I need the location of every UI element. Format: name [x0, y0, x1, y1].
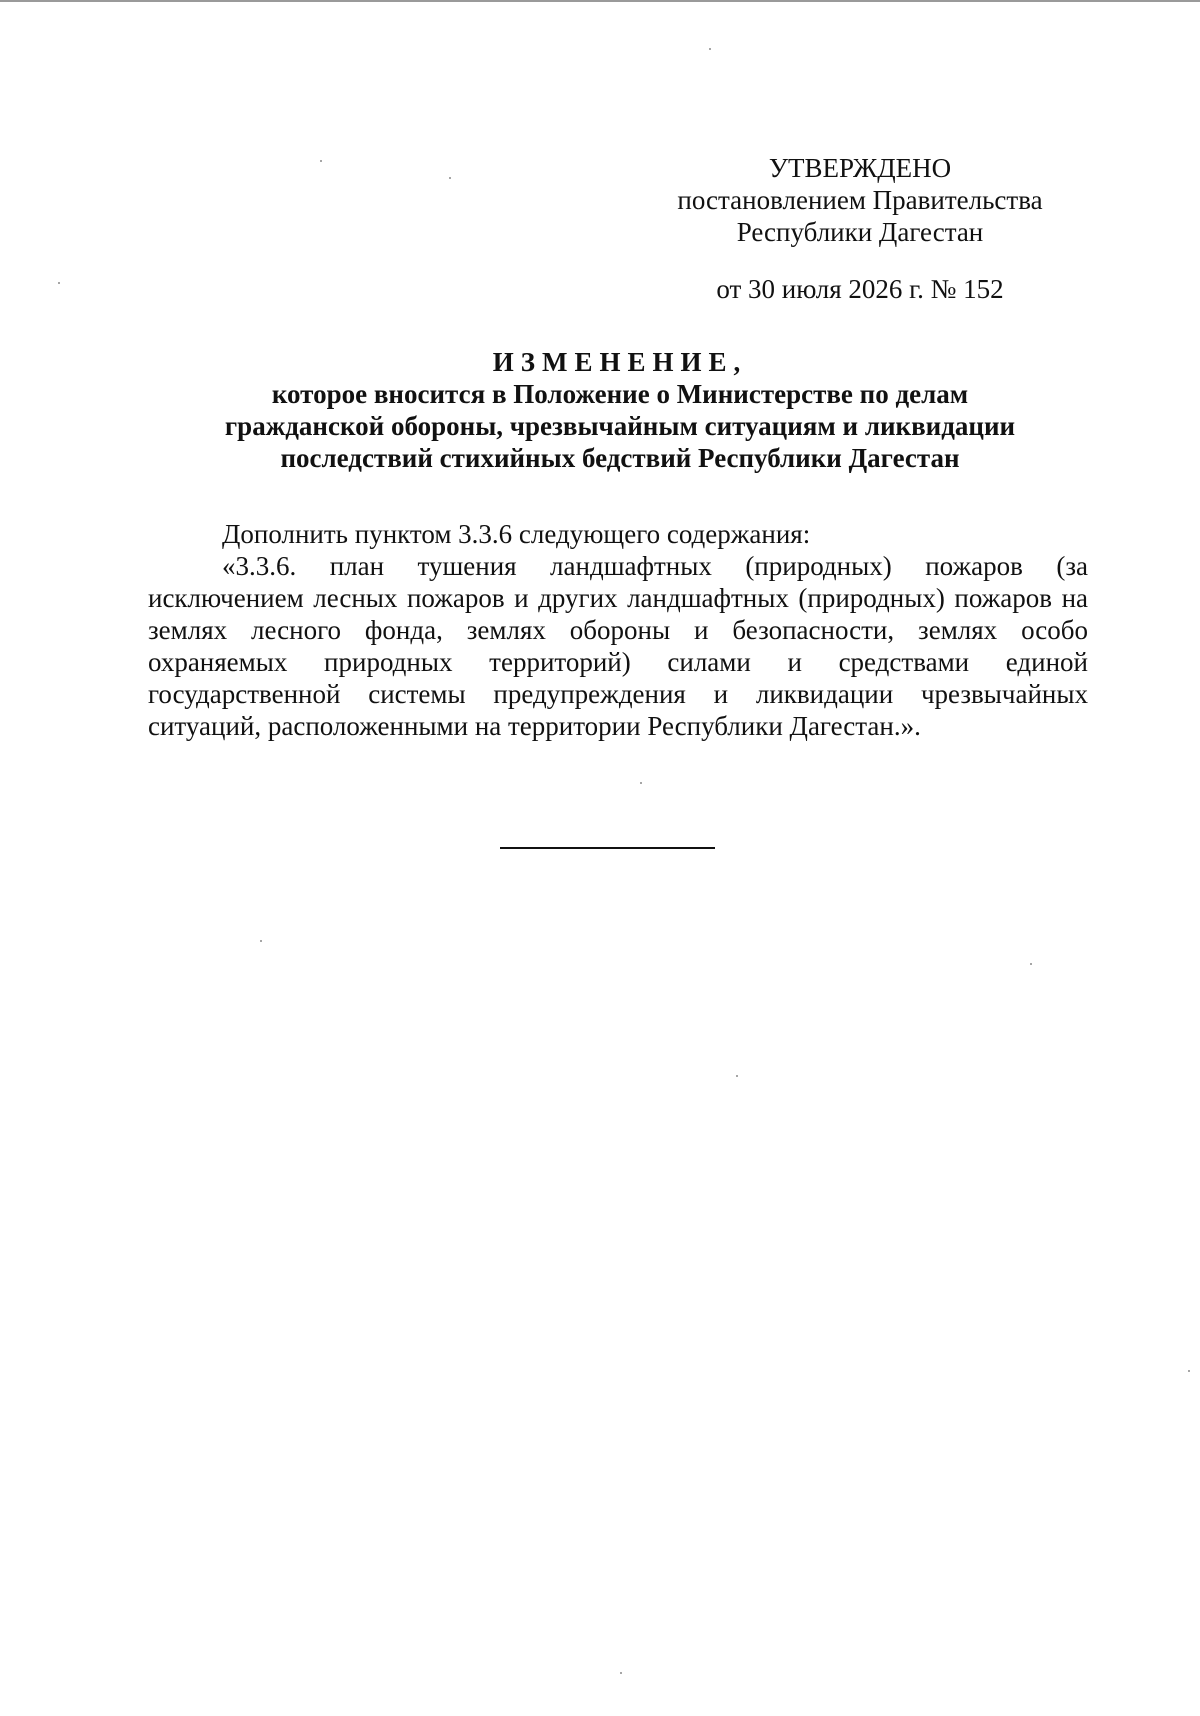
document-body — [148, 518, 1088, 742]
scan-speck — [620, 1672, 622, 1674]
title-line-2: гражданской обороны, чрезвычайным ситуациям и ликвидации — [224, 411, 1016, 441]
approval-line-1: постановлением Правительства — [677, 185, 1043, 215]
approval-stamp-block — [640, 152, 1080, 248]
document-title-block — [150, 346, 1090, 474]
scan-speck — [709, 48, 711, 50]
scan-top-edge — [0, 0, 1200, 2]
document-heading: ИЗМЕНЕНИЕ, — [492, 347, 748, 377]
scan-speck — [58, 282, 60, 284]
scan-speck — [736, 1075, 738, 1077]
scan-speck — [640, 782, 642, 784]
approval-line-2: Республики Дагестан — [736, 217, 984, 247]
scan-speck — [1188, 1370, 1190, 1372]
intro-paragraph: Дополнить пунктом 3.3.6 следующего содержания: — [222, 519, 811, 549]
scan-speck — [260, 940, 262, 942]
end-of-text-rule — [500, 847, 715, 849]
scan-speck — [320, 160, 322, 162]
approval-date-line: от 30 июля 2026 г. № 152 — [716, 274, 1004, 304]
scan-speck — [1030, 963, 1032, 965]
approval-heading: УТВЕРЖДЕНО — [768, 153, 952, 183]
scan-speck — [449, 177, 451, 179]
clause-paragraph: «3.3.6. план тушения ландшафтных (природных) пожаров (за исключением лесных пожаров и других ландшафтных (природных) пожаров на землях лесного фонда, землях обороны и безопасности, землях особо охраняемых природных территорий) силами и средствами единой государственной системы предупреждения и ликвидации чрезвычайных ситуаций, расположенными на территории Республики Дагестан.». — [148, 551, 1088, 741]
title-line-1: которое вносится в Положение о Министерстве по делам — [271, 379, 969, 409]
title-line-3: последствий стихийных бедствий Республики Дагестан — [280, 443, 960, 473]
